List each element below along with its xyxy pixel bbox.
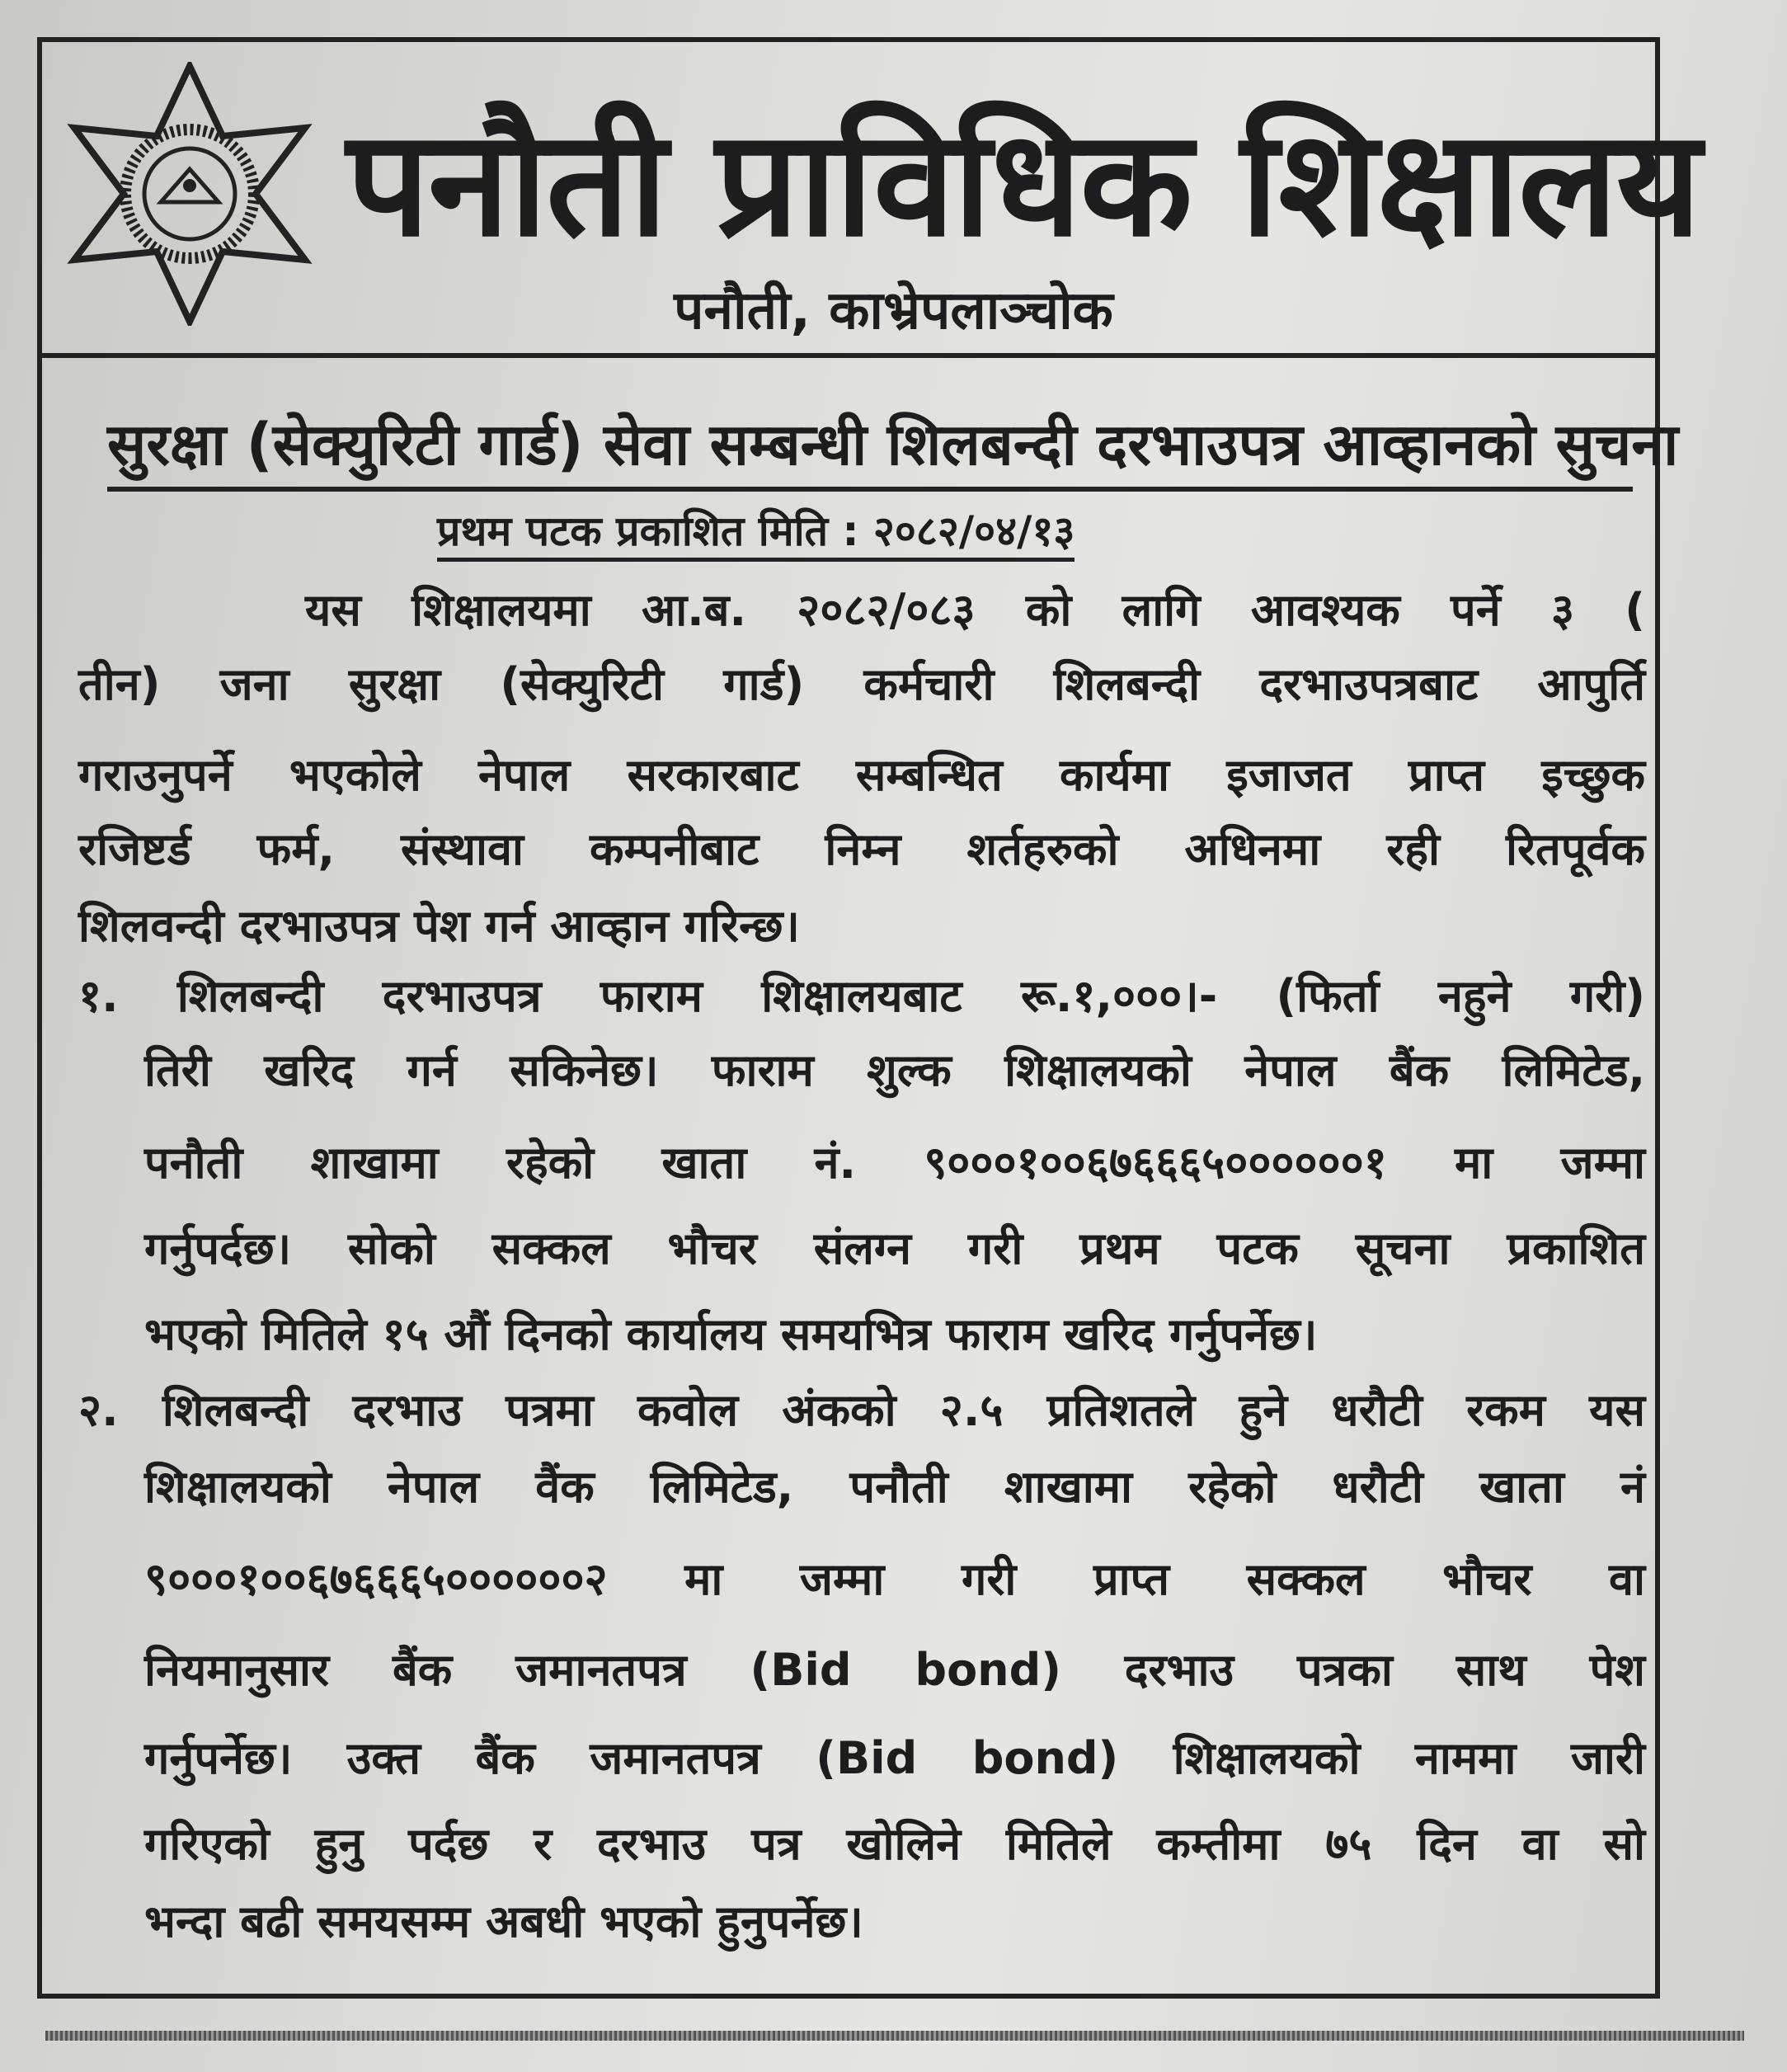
notice-line: १. शिलबन्दी दरभाउपत्र फाराम शिक्षालयबाट रू.१,०००।- (फिर्ता नहुने गरी)	[78, 970, 1645, 1022]
school-name: पनौती प्राविधिक शिक्षालय	[346, 98, 1700, 269]
school-address: पनौती, काभ्रेपलाञ्चोक	[674, 280, 1113, 341]
notice-line: ९०००१००६७६६६५००००००२ मा जम्मा गरी प्राप्त सक्कल भौचर वा	[144, 1553, 1645, 1605]
notice-line: तीन) जना सुरक्षा (सेक्युरिटी गार्ड) कर्मचारी शिलबन्दी दरभाउपत्रबाट आपुर्ति	[78, 658, 1645, 710]
notice-line: गर्नुपर्दछ। सोको सक्कल भौचर संलग्न गरी प्रथम पटक सूचना प्रकाशित	[144, 1222, 1645, 1274]
notice-line: यस शिक्षालयमा आ.ब. २०८२/०८३ को लागि आवश्यक पर्ने ३ (	[305, 584, 1645, 636]
notice-line: गरिएको हुनु पर्दछ र दरभाउ पत्र खोलिने मितिले कम्तीमा ७५ दिन वा सो	[144, 1818, 1645, 1870]
bottom-rule	[45, 2031, 1744, 2041]
header-divider	[37, 353, 1660, 358]
notice-line: तिरी खरिद गर्न सकिनेछ। फाराम शुल्क शिक्षालयको नेपाल बैंक लिमिटेड,	[144, 1044, 1645, 1096]
published-date: प्रथम पटक प्रकाशित मिति : २०८२/०४/१३	[437, 502, 1075, 562]
notice-line: भएको मितिले १५ औं दिनको कार्यालय समयभित्र फाराम खरिद गर्नुपर्नेछ।	[144, 1308, 1318, 1360]
notice-line: शिक्षालयको नेपाल वैंक लिमिटेड, पनौती शाखामा रहेको धरौटी खाता नं	[144, 1461, 1645, 1513]
notice-line: रजिष्टर्ड फर्म, संस्थावा कम्पनीबाट निम्न शर्तहरुको अधिनमा रही रितपूर्वक	[78, 823, 1645, 875]
notice-line: शिलवन्दी दरभाउपत्र पेश गर्न आव्हान गरिन्छ।	[78, 900, 800, 952]
notice-title: सुरक्षा (सेक्युरिटी गार्ड) सेवा सम्बन्धी शिलबन्दी दरभाउपत्र आव्हानको सुचना	[107, 403, 1633, 492]
notice-line: भन्दा बढी समयसम्म अबधी भएको हुनुपर्नेछ।	[144, 1895, 863, 1947]
notice-line: नियमानुसार बैंक जमानतपत्र (Bid bond) दरभाउ पत्रका साथ पेश	[144, 1644, 1645, 1696]
notice-line: गराउनुपर्ने भएकोले नेपाल सरकारबाट सम्बन्धित कार्यमा इजाजत प्राप्त इच्छुक	[78, 749, 1645, 801]
notice-line: २. शिलबन्दी दरभाउ पत्रमा कवोल अंकको २.५ प्रतिशतले हुने धरौटी रकम यस	[78, 1384, 1645, 1436]
notice-line: गर्नुपर्नेछ। उक्त बैंक जमानतपत्र (Bid bond) शिक्षालयको नाममा जारी	[144, 1732, 1645, 1784]
notice-line: पनौती शाखामा रहेको खाता नं. ९०००१००६७६६६५००००००१ मा जम्मा	[144, 1137, 1645, 1189]
